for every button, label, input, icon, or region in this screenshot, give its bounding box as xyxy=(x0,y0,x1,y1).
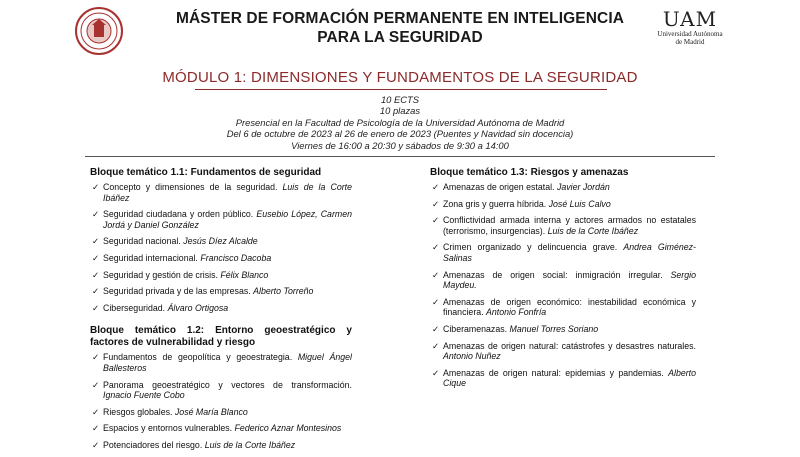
topic-text: Zona gris y guerra híbrida. xyxy=(443,198,547,209)
module-info xyxy=(0,94,800,151)
list-item xyxy=(90,270,352,281)
topic-text: Potenciadores del riesgo. xyxy=(103,439,203,450)
list-item xyxy=(430,368,696,389)
list-item xyxy=(90,423,352,434)
list-item xyxy=(430,199,696,210)
lecturer-name: Alberto Torreño xyxy=(253,286,314,297)
block-1-3-title: Bloque temático 1.3: Riesgos y amenazas xyxy=(430,167,629,178)
checkmark-icon: ✓ xyxy=(92,252,100,263)
list-item xyxy=(90,253,352,264)
topic-text: Seguridad y gestión de crisis. xyxy=(103,269,218,280)
list-item xyxy=(90,407,352,418)
lecturer-name: José María Blanco xyxy=(174,406,248,417)
lecturer-name: José Luis Calvo xyxy=(548,198,611,209)
list-item xyxy=(90,352,352,373)
university-seal-logo xyxy=(74,6,124,56)
lecturer-name: Ignacio Fuente Cobo xyxy=(103,390,185,401)
lecturer-name: Jesús Díez Alcalde xyxy=(183,236,258,247)
left-column xyxy=(90,167,352,457)
lecturer-name: Antonio Nuñez xyxy=(443,351,501,362)
topic-text: Espacios y entornos vulnerables. xyxy=(103,423,233,434)
topic-text: Ciberseguridad. xyxy=(103,302,166,313)
checkmark-icon: ✓ xyxy=(92,182,100,192)
checkmark-icon: ✓ xyxy=(432,340,440,351)
checkmark-icon: ✓ xyxy=(92,406,100,417)
list-item xyxy=(430,242,696,263)
block-1-2-list xyxy=(90,352,352,450)
topic-text: Amenazas de origen estatal. xyxy=(443,182,555,192)
topic-text: Amenazas de origen económico: inestabilidad económica y financiera. xyxy=(443,296,696,318)
topic-text: Seguridad internacional. xyxy=(103,252,198,263)
module-title-underline xyxy=(195,89,607,90)
lecturer-name: Antonio Fonfría xyxy=(486,307,547,318)
checkmark-icon: ✓ xyxy=(92,439,100,450)
list-item xyxy=(90,182,352,203)
topic-text: Seguridad nacional. xyxy=(103,236,181,247)
checkmark-icon: ✓ xyxy=(92,423,100,434)
schedule: Viernes de 16:00 a 20:30 y sábados de 9:30 a 14:00 xyxy=(291,139,509,151)
list-item xyxy=(90,209,352,230)
topic-text: Seguridad privada y de las empresas. xyxy=(103,286,251,297)
lecturer-name: Luis de la Corte Ibáñez xyxy=(204,439,296,450)
topic-text: Ciberamenazas. xyxy=(443,323,508,334)
list-item xyxy=(90,303,352,314)
topic-text: Conflictividad armada interna y actores armados no estatales (terrorismo, insurgencias). xyxy=(443,215,696,236)
checkmark-icon: ✓ xyxy=(92,269,100,280)
lecturer-name: Javier Jordán xyxy=(556,182,610,192)
list-item xyxy=(430,182,696,193)
lecturer-name: Félix Blanco xyxy=(220,269,269,280)
lecturer-name: Álvaro Ortigosa xyxy=(167,302,229,313)
checkmark-icon: ✓ xyxy=(92,352,100,363)
lecturer-name: Francisco Dacoba xyxy=(200,252,272,263)
lecturer-name: Luis de la Corte Ibáñez xyxy=(547,225,639,236)
list-item xyxy=(90,440,352,451)
topic-text: Amenazas de origen natural: catástrofes y desastres naturales. xyxy=(443,340,696,351)
checkmark-icon: ✓ xyxy=(432,215,440,226)
block-1-1-title: Bloque temático 1.1: Fundamentos de seguridad xyxy=(90,167,322,178)
list-item xyxy=(430,215,696,236)
block-1-3-list xyxy=(430,182,696,389)
plazas: 10 plazas xyxy=(379,105,421,117)
block-1-2-title: Bloque temático 1.2: Entorno geoestratégico y factores de vulnerabilidad y riesgo xyxy=(90,325,352,349)
checkmark-icon: ✓ xyxy=(432,367,440,378)
uam-logo xyxy=(650,8,730,46)
topic-text: Concepto y dimensiones de la seguridad. xyxy=(103,182,278,192)
checkmark-icon: ✓ xyxy=(432,242,440,253)
list-item xyxy=(90,286,352,297)
checkmark-icon: ✓ xyxy=(92,286,100,297)
checkmark-icon: ✓ xyxy=(432,296,440,307)
list-item xyxy=(430,297,696,318)
topic-text: Panorama geoestratégico y vectores de transformación. xyxy=(103,379,352,390)
list-item xyxy=(430,341,696,362)
topic-text: Riesgos globales. xyxy=(103,406,173,417)
list-item xyxy=(90,236,352,247)
lecturer-name: Eusebio López, Carmen Jordá y Daniel González xyxy=(103,209,352,230)
dates: Del 6 de octubre de 2023 al 26 de enero de 2023 (Puentes y Navidad sin docencia) xyxy=(226,128,574,140)
lecturer-name: Sergio Maydeu. xyxy=(443,269,696,291)
right-column xyxy=(430,167,696,395)
lecturer-name: Federico Aznar Montesinos xyxy=(234,423,342,434)
checkmark-icon: ✓ xyxy=(92,302,100,313)
checkmark-icon: ✓ xyxy=(432,269,440,280)
checkmark-icon: ✓ xyxy=(432,198,440,209)
checkmark-icon: ✓ xyxy=(92,209,100,220)
lecturer-name: Manuel Torres Soriano xyxy=(509,323,599,334)
checkmark-icon: ✓ xyxy=(92,379,100,390)
topic-text: Amenazas de origen natural: epidemias y pandemias. xyxy=(443,367,664,378)
checkmark-icon: ✓ xyxy=(432,323,440,334)
uam-name-line2: de Madrid xyxy=(675,38,705,46)
checkmark-icon: ✓ xyxy=(92,236,100,247)
section-divider xyxy=(85,156,715,157)
topic-text: Crimen organizado y delincuencia grave. xyxy=(443,242,618,253)
master-title: MÁSTER DE FORMACIÓN PERMANENTE EN INTELIGENCIA PARA LA SEGURIDAD xyxy=(175,10,625,46)
lecturer-name: Miguel Ángel Ballesteros xyxy=(103,352,352,373)
lecturer-name: Andrea Giménez-Salinas xyxy=(443,242,696,263)
checkmark-icon: ✓ xyxy=(432,182,440,192)
topic-text: Amenazas de origen social: inmigración irregular. xyxy=(443,269,663,280)
uam-name-line1: Universidad Autónoma xyxy=(657,30,723,38)
topic-text: Fundamentos de geopolítica y geoestrategia. xyxy=(103,352,293,363)
list-item xyxy=(90,380,352,401)
lecturer-name: Luis de la Corte Ibáñez xyxy=(103,182,352,203)
uam-logo-mark: UAM xyxy=(662,7,718,31)
topic-text: Seguridad ciudadana y orden público. xyxy=(103,209,254,220)
module-title: MÓDULO 1: DIMENSIONES Y FUNDAMENTOS DE LA SEGURIDAD xyxy=(162,69,638,86)
list-item xyxy=(430,270,696,291)
ects: 10 ECTS xyxy=(380,94,420,105)
location: Presencial en la Facultad de Psicología de la Universidad Autónoma de Madrid xyxy=(235,116,565,128)
lecturer-name: Alberto Cique xyxy=(443,367,697,389)
list-item xyxy=(430,324,696,335)
block-1-1-list xyxy=(90,182,352,313)
